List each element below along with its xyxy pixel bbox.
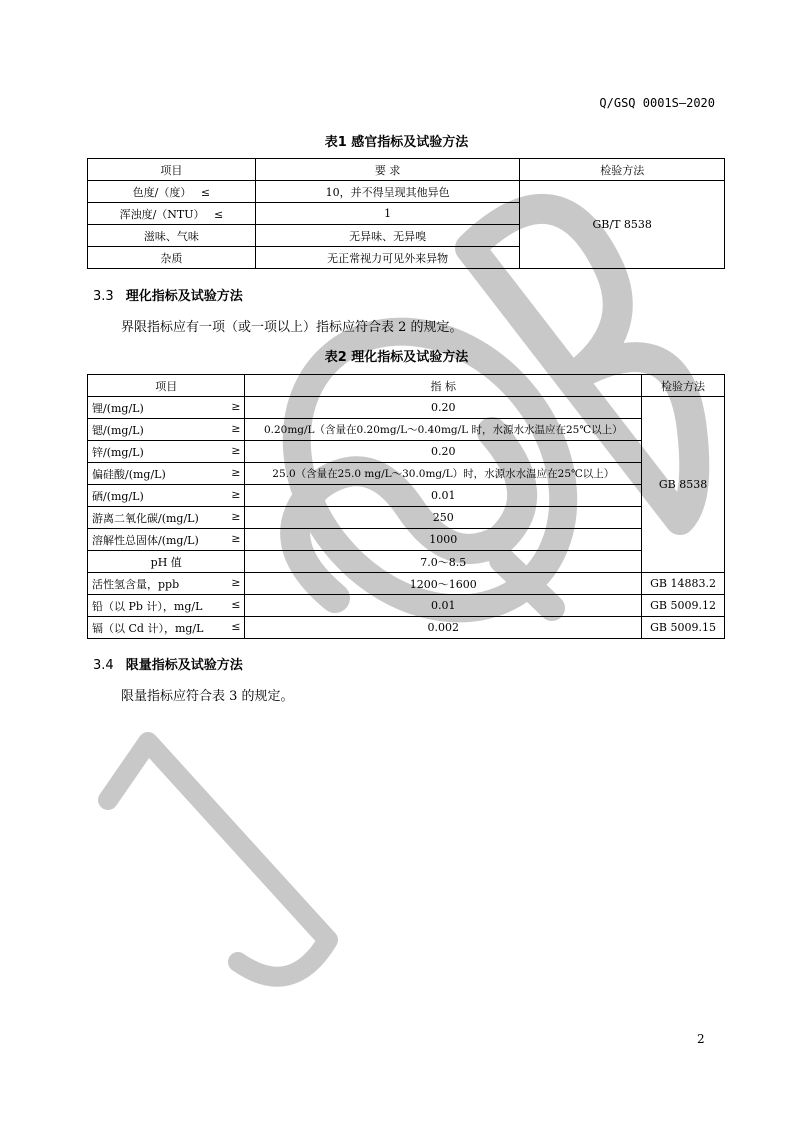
- symbol: ≥: [231, 487, 241, 501]
- table-row: [88, 529, 725, 551]
- table1-caption: 表1 感官指标及试验方法: [324, 135, 469, 150]
- table-row: [88, 595, 725, 617]
- page-number: 2: [697, 1032, 705, 1046]
- column-header-requirement: 要 求: [255, 159, 520, 181]
- value-cell: 1200～1600: [245, 573, 642, 595]
- column-header-item: 项目: [88, 375, 245, 397]
- requirement-cell: 10，并不得呈现其他异色: [255, 181, 520, 203]
- table2-caption: 表2 理化指标及试验方法: [324, 350, 469, 365]
- item-cell: [88, 203, 256, 225]
- item-label: 锶/(mg/L): [92, 423, 144, 437]
- item-label: 锂/(mg/L): [92, 401, 144, 415]
- requirement-cell: 1: [255, 203, 520, 225]
- item-cell: 滋味、气味: [88, 225, 256, 247]
- table-header-row: [88, 375, 725, 397]
- symbol: ≤: [200, 185, 211, 199]
- table-row: [88, 463, 725, 485]
- value-cell: 7.0～8.5: [245, 551, 642, 573]
- symbol: ≤: [231, 597, 241, 611]
- table-row: [88, 617, 725, 639]
- symbol: ≥: [231, 421, 241, 435]
- column-header-method: 检验方法: [520, 159, 725, 181]
- item-label: 铅（以 Pb 计），mg/L: [92, 599, 203, 613]
- method-cell: GB 8538: [642, 397, 725, 573]
- value-cell: 0.20mg/L（含量在0.20mg/L～0.40mg/L 时，水源水水温应在25℃以上）: [245, 419, 642, 441]
- section-3-3-heading: [93, 285, 243, 304]
- item-label: 浑浊度/（NTU）: [119, 207, 205, 221]
- method-cell: GB 5009.15: [642, 617, 725, 639]
- value-cell: 25.0（含量在25.0 mg/L～30.0mg/L）时，水源水水温应在25℃以上）: [245, 463, 642, 485]
- section-3-3-paragraph: 界限指标应有一项（或一项以上）指标应符合表 2 的规定。: [121, 320, 463, 335]
- item-cell: [88, 507, 245, 529]
- method-cell: GB 5009.12: [642, 595, 725, 617]
- item-cell: 杂质: [88, 247, 256, 269]
- symbol: ≤: [231, 619, 241, 633]
- item-cell: [88, 441, 245, 463]
- method-cell: GB 14883.2: [642, 573, 725, 595]
- column-header-method: 检验方法: [642, 375, 725, 397]
- item-cell: [88, 617, 245, 639]
- table-row: [88, 573, 725, 595]
- section-title: 理化指标及试验方法: [125, 289, 243, 304]
- item-cell: pH 值: [88, 551, 245, 573]
- symbol: ≥: [231, 509, 241, 523]
- sensory-indicators-table: [87, 158, 725, 269]
- item-label: 偏硅酸/(mg/L): [92, 467, 166, 481]
- value-cell: 0.20: [245, 441, 642, 463]
- value-cell: 0.01: [245, 485, 642, 507]
- standard-number: Q/GSQ 0001S—2020: [599, 96, 715, 110]
- value-cell: 0.002: [245, 617, 642, 639]
- item-cell: [88, 419, 245, 441]
- item-cell: [88, 573, 245, 595]
- item-label: 溶解性总固体/(mg/L): [92, 533, 199, 547]
- section-3-4-heading: [93, 654, 243, 673]
- symbol: ≥: [231, 443, 241, 457]
- item-label: 镉（以 Cd 计），mg/L: [92, 621, 204, 635]
- symbol: ≥: [231, 575, 241, 589]
- column-header-item: 项目: [88, 159, 256, 181]
- section-number: 3.4: [93, 658, 114, 673]
- symbol: ≤: [214, 207, 224, 221]
- item-label: 硒/(mg/L): [92, 489, 144, 503]
- table-row: [88, 181, 725, 203]
- value-cell: 1000: [245, 529, 642, 551]
- item-cell: [88, 397, 245, 419]
- requirement-cell: 无异味、无异嗅: [255, 225, 520, 247]
- item-cell: [88, 595, 245, 617]
- section-number: 3.3: [93, 289, 114, 304]
- physicochemical-indicators-table: [87, 374, 725, 639]
- value-cell: 0.20: [245, 397, 642, 419]
- item-cell: [88, 463, 245, 485]
- table-row: [88, 441, 725, 463]
- section-3-4-paragraph: 限量指标应符合表 3 的规定。: [121, 689, 294, 704]
- item-cell: [88, 529, 245, 551]
- item-label: 色度/（度）: [132, 185, 192, 199]
- value-cell: 0.01: [245, 595, 642, 617]
- table-row: [88, 419, 725, 441]
- table-header-row: [88, 159, 725, 181]
- value-cell: 250: [245, 507, 642, 529]
- table-row: [88, 397, 725, 419]
- symbol: ≥: [231, 465, 241, 479]
- symbol: ≥: [231, 531, 241, 545]
- item-cell: [88, 181, 256, 203]
- column-header-value: 指 标: [245, 375, 642, 397]
- table-row: [88, 507, 725, 529]
- item-label: 活性氢含量，ppb: [92, 577, 180, 591]
- item-cell: [88, 485, 245, 507]
- item-label: 锌/(mg/L): [92, 445, 144, 459]
- requirement-cell: 无正常视力可见外来异物: [255, 247, 520, 269]
- item-label: 游离二氧化碳/(mg/L): [92, 511, 199, 525]
- symbol: ≥: [231, 399, 241, 413]
- table-row: [88, 485, 725, 507]
- method-cell: GB/T 8538: [520, 181, 725, 269]
- table-row: [88, 551, 725, 573]
- section-title: 限量指标及试验方法: [125, 658, 243, 673]
